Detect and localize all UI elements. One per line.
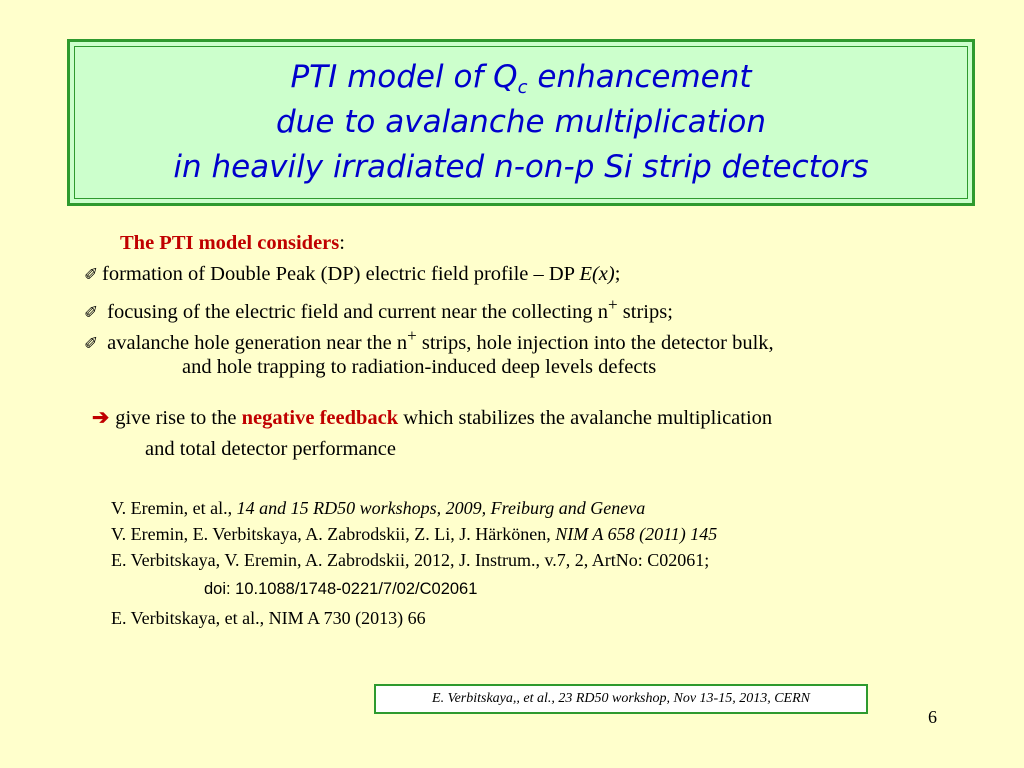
title-line-1: PTI model of $Q_c$ enhancement xyxy=(290,59,752,98)
reference-3-doi: doi: 10.1088/1748-0221/7/02/C02061 xyxy=(204,580,478,598)
reference-4: E. Verbitskaya, et al., NIM A 730 (2013) 66 xyxy=(111,608,426,628)
considers-heading: The PTI model considers: xyxy=(120,232,345,254)
bullet-item-1: ✐ formation of Double Peak (DP) electric field profile – DP E(x); xyxy=(84,259,620,290)
checkmark-arrow-icon: ✐ xyxy=(84,302,99,322)
title-box xyxy=(67,39,975,206)
bullet-item-3-continuation: and hole trapping to radiation-induced deep levels defects xyxy=(182,356,657,378)
negative-feedback-highlight: negative feedback xyxy=(241,407,399,429)
bullet-item-2: ✐ focusing of the electric field and current near the collecting n+ strips; xyxy=(84,290,673,328)
title xyxy=(74,46,968,199)
right-arrow-icon: ➔ xyxy=(92,407,110,429)
title-line-3: in heavily irradiated n-on-p Si strip detectors xyxy=(173,149,869,185)
page-number: 6 xyxy=(928,707,937,727)
citation-box: E. Verbitskaya,, et al., 23 RD50 workshop, Nov 13-15, 2013, CERN xyxy=(374,684,868,714)
checkmark-arrow-icon: ✐ xyxy=(84,333,99,353)
reference-3: E. Verbitskaya, V. Eremin, A. Zabrodskii, 2012, J. Instrum., v.7, 2, ArtNo: C02061; xyxy=(111,550,710,570)
bullet-item-3: ✐ avalanche hole generation near the n+ strips, hole injection into the detector bulk, xyxy=(84,321,774,359)
feedback-statement-line-2: and total detector performance xyxy=(145,438,396,460)
reference-1: V. Eremin, et al., 14 and 15 RD50 workshops, 2009, Freiburg and Geneva xyxy=(111,498,646,518)
feedback-statement: ➔ give rise to the negative feedback which stabilizes the avalanche multiplication xyxy=(92,407,773,429)
title-line-2: due to avalanche multiplication xyxy=(276,104,766,140)
title-subscript: c xyxy=(517,77,528,98)
reference-2: V. Eremin, E. Verbitskaya, A. Zabrodskii, Z. Li, J. Härkönen, NIM A 658 (2011) 145 xyxy=(111,524,718,544)
checkmark-arrow-icon: ✐ xyxy=(84,265,99,284)
